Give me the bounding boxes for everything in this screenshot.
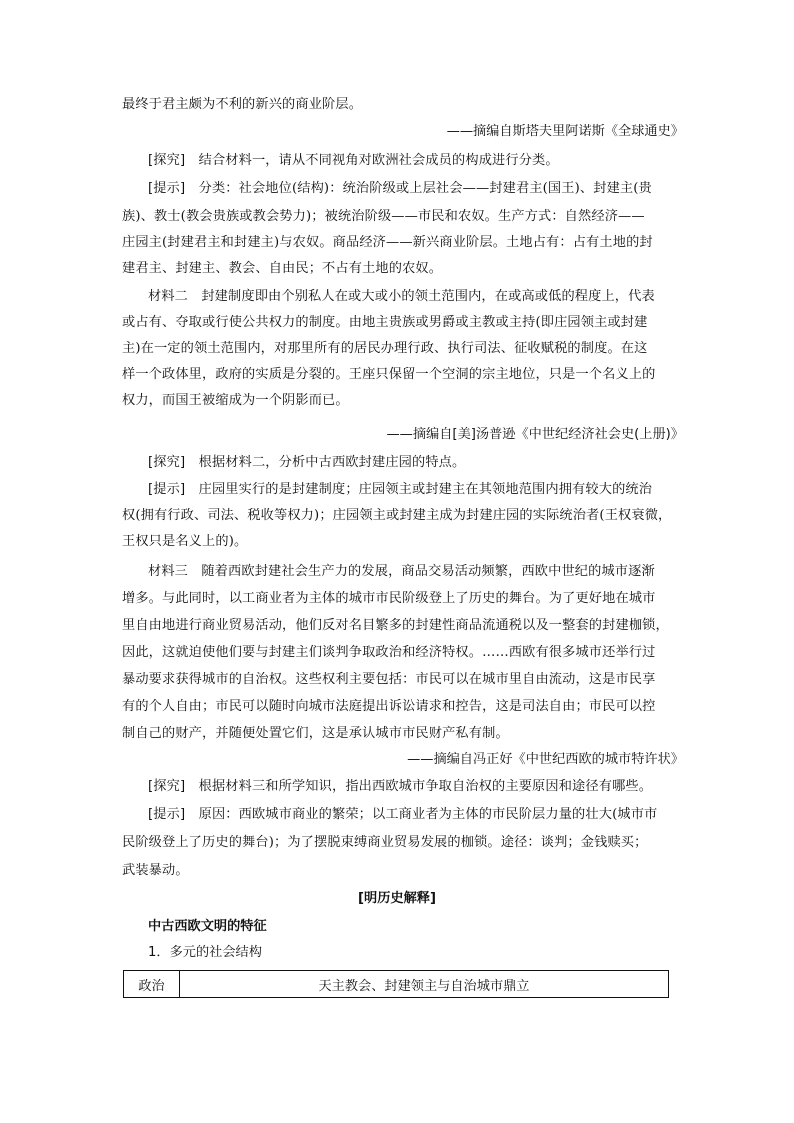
hint-text: 分类：社会地位(结构)：统治阶级或上层社会——封建君主(国王)、封建主(贵 — [185, 181, 652, 196]
paragraph-line: 增多。与此同时，以工商业者为主体的城市市民阶级登上了历史的舞台。为了更好地在城市 — [122, 591, 656, 606]
paragraph-line: 武装暴动。 — [122, 863, 189, 878]
inquiry-tag: [探究] — [148, 779, 186, 794]
paragraph-line: 建君主、封建主、教会、自由民；不占有土地的农奴。 — [122, 261, 443, 276]
paragraph-line: 权力，而国王被缩成为一个阴影而已。 — [122, 393, 349, 408]
paragraph-line: 制自己的财产，并随便处置它们，这是承认城市市民财产私有制。 — [122, 726, 509, 741]
hint-tag: [提示] — [148, 482, 186, 497]
paragraph-line: 有的个人自由；市民可以随时向城市法庭提出诉讼请求和控告，这是司法自由；市民可以控 — [122, 699, 656, 714]
paragraph-line: 因此，这就迫使他们要与封建主们谈判争取政治和经济特权。……西欧有很多城市还举行过 — [122, 645, 656, 660]
material-line: 材料二 封建制度即由个别私人在或大或小的领土范围内，在或高或低的程度上，代表 — [148, 289, 655, 304]
hint-tag: [提示] — [148, 807, 186, 822]
inquiry-tag: [探究] — [148, 153, 186, 168]
material-line: 材料三 随着西欧封建社会生产力的发展，商品交易活动频繁，西欧中世纪的城市逐渐 — [148, 564, 655, 579]
source-citation: ——摘编自斯塔夫里阿诺斯《全球通史》 — [446, 124, 684, 139]
inquiry-text: 根据材料三和所学知识，指出西欧城市争取自治权的主要原因和途径有哪些。 — [185, 779, 653, 794]
hint-line — [148, 180, 670, 198]
paragraph-line: 里自由地进行商业贸易活动，他们反对名目繁多的封建性商品流通税以及一整套的封建枷锁， — [122, 618, 669, 633]
table-cell-label: 政治 — [124, 971, 180, 998]
paragraph-line: 庄园主(封建君主和封建主)与农奴。商品经济——新兴商业阶层。土地占有：占有土地的封 — [122, 235, 653, 250]
paragraph-line: 最终于君主颇为不利的新兴的商业阶层。 — [122, 97, 363, 112]
hint-line — [148, 806, 670, 824]
paragraph-line: 王权只是名义上的)。 — [122, 534, 248, 549]
paragraph-line: 权(拥有行政、司法、税收等权力)；庄园领主或封建主成为封建庄园的实际统治者(王权衰微， — [122, 508, 672, 523]
source-citation: ——摘编自冯正好《中世纪西欧的城市特许状》 — [407, 752, 684, 767]
hint-tag: [提示] — [148, 181, 186, 196]
hint-text: 原因：西欧城市商业的繁荣；以工商业者为主体的市民阶层力量的壮大(城市市 — [185, 807, 658, 822]
section-subheading: 中古西欧文明的特征 — [148, 919, 267, 934]
paragraph-line: 暴动要求获得城市的自治权。这些权利主要包括：市民可以在城市里自由流动，这是市民享 — [122, 672, 656, 687]
table-cell-value: 天主教会、封建领主与自治城市鼎立 — [180, 971, 669, 998]
inquiry-line — [148, 778, 670, 796]
structure-table — [123, 970, 669, 998]
paragraph-line: 主)在一定的领土范围内，对那里所有的居民办理行政、执行司法、征收赋税的制度。在这 — [122, 341, 648, 356]
list-item: 1．多元的社会结构 — [148, 945, 262, 960]
inquiry-tag: [探究] — [148, 455, 186, 470]
hint-line — [148, 481, 670, 499]
paragraph-line: 民阶级登上了历史的舞台)；为了摆脱束缚商业贸易发展的枷锁。途径：谈判；金钱赎买； — [122, 835, 648, 850]
paragraph-line: 样一个政体里，政府的实质是分裂的。王座只保留一个空洞的宗主地位，只是一个名义上的 — [122, 367, 656, 382]
inquiry-text: 根据材料二，分析中古西欧封建庄园的特点。 — [185, 455, 466, 470]
source-citation: ——摘编自[美]汤普逊《中世纪经济社会史(上册)》 — [386, 427, 684, 442]
section-heading: [明历史解释] — [358, 891, 436, 906]
inquiry-text: 结合材料一，请从不同视角对欧洲社会成员的构成进行分类。 — [185, 153, 559, 168]
table-row — [124, 971, 669, 998]
paragraph-line: 或占有、夺取或行使公共权力的制度。由地主贵族或男爵或主教或主持(即庄园领主或封建 — [122, 315, 648, 330]
inquiry-line — [148, 152, 670, 170]
paragraph-line: 族)、教士(教会贵族或教会势力)；被统治阶级——市民和农奴。生产方式：自然经济—— — [122, 209, 645, 224]
inquiry-line — [148, 454, 670, 472]
hint-text: 庄园里实行的是封建制度；庄园领主或封建主在其领地范围内拥有较大的统治 — [185, 482, 653, 497]
